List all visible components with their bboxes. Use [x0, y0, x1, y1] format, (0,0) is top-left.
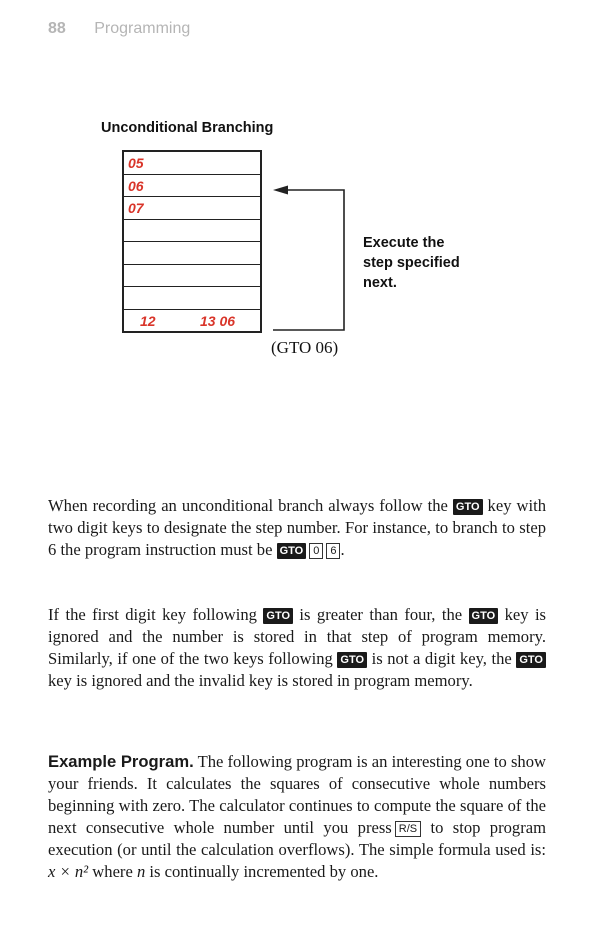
step-label: 12: [140, 312, 156, 329]
page-number: 88: [48, 20, 66, 37]
gto-key-icon: GTO: [337, 652, 367, 668]
arrow-head-icon: [273, 186, 288, 195]
example-heading: Example Program.: [48, 752, 194, 771]
step-label: 07: [128, 200, 144, 216]
diagram-caption: (GTO 06): [271, 338, 339, 357]
rs-key-icon: R/S: [395, 821, 421, 837]
gto-key-icon: GTO: [453, 499, 483, 515]
step-label: 06: [128, 177, 144, 194]
formula: x × n²: [48, 862, 89, 881]
gto-key-icon: GTO: [263, 608, 293, 624]
paragraph-invalid-keys: If the first digit key following GTO is greater than four, the GTO key is ignored and the number is stored in that step of program memory. Similarly, if one of the two keys following GTO is not a digit key, the GTO key is ignored and the invalid key is stored in program memory.: [48, 605, 547, 690]
diagram-title: Unconditional Branching: [101, 120, 274, 136]
gto-key-icon: GTO: [277, 543, 307, 559]
gto-key-icon: GTO: [516, 652, 546, 668]
section-title: Programming: [94, 20, 191, 37]
step-code: 13 06: [200, 312, 236, 329]
paragraph-recording: When recording an unconditional branch always follow the GTO key with two digit keys to designate the step number. For instance, to branch to step 6 the program instruction must be GTO 0 6 .: [48, 496, 546, 559]
zero-key-icon: 0: [309, 543, 323, 559]
paragraph-example-program: Example Program. The following program is an interesting one to show your friends. It calculates the squares of consecutive whole numbers beginning with zero. The calculator continues to compute the square of the next consecutive whole number until you press R/S to stop program execution (or until the calculation overflows). The simple formula used is: x × n² where n is continually incremented by one.: [48, 752, 546, 881]
variable-n: n: [136, 862, 146, 881]
six-key-icon: 6: [326, 543, 340, 559]
step-label: 05: [128, 155, 144, 171]
branch-note: Execute the step specified next.: [363, 235, 460, 291]
gto-key-icon: GTO: [469, 608, 499, 624]
